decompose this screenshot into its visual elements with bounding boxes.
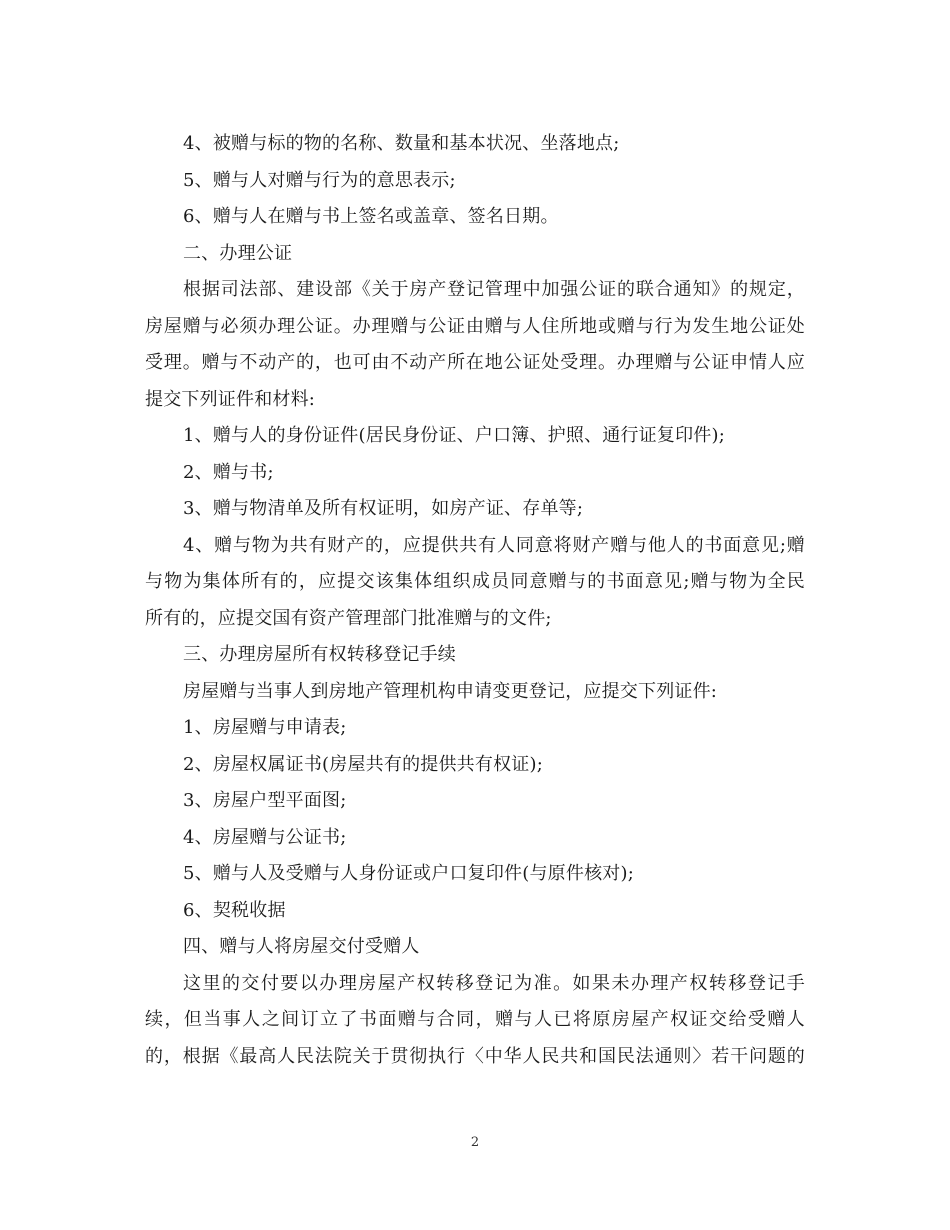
text-line: 5、赠与人及受赠与人身份证或户口复印件(与原件核对); (183, 863, 634, 884)
text-line: 6、赠与人在赠与书上签名或盖章、签名日期。 (183, 206, 559, 227)
text-line: 6、契税收据 (183, 899, 286, 921)
document-body (145, 126, 805, 1075)
text-line: 根据司法部、建设部《关于房产登记管理中加强公证的联合通知》的规定， (183, 279, 805, 300)
text-line: 3、房屋户型平面图; (183, 790, 347, 811)
text-line: 与物为集体所有的，应提交该集体组织成员同意赠与的书面意见;赠与物为全民 (145, 571, 805, 592)
text-line: 5、赠与人对赠与行为的意思表示; (183, 169, 456, 191)
text-line: 4、赠与物为共有财产的，应提供共有人同意将财产赠与他人的书面意见;赠 (183, 534, 805, 556)
text-line: 受理。赠与不动产的，也可由不动产所在地公证处受理。办理赠与公证申情人应 (145, 352, 805, 373)
section-heading: 三、办理房屋所有权转移登记手续 (183, 644, 456, 665)
text-line: 提交下列证件和材料: (145, 388, 316, 410)
text-line: 4、房屋赠与公证书; (183, 826, 347, 848)
section-heading: 二、办理公证 (183, 242, 293, 264)
text-line: 房屋赠与必须办理公证。办理赠与公证由赠与人住所地或赠与行为发生地公证处 (145, 315, 805, 337)
text-line: 1、赠与人的身份证件(居民身份证、户口簿、护照、通行证复印件); (183, 425, 725, 446)
section-heading: 四、赠与人将房屋交付受赠人 (183, 936, 420, 957)
page-number: 2 (470, 1135, 480, 1150)
text-line: 房屋赠与当事人到房地产管理机构申请变更登记，应提交下列证件: (183, 680, 718, 702)
text-line: 1、房屋赠与申请表; (183, 717, 347, 738)
text-line: 2、房屋权属证书(房屋共有的提供共有权证); (183, 753, 543, 775)
text-line: 续，但当事人之间订立了书面赠与合同，赠与人已将原房屋产权证交给受赠人 (145, 1009, 805, 1030)
text-line: 4、被赠与标的物的名称、数量和基本状况、坐落地点; (183, 133, 620, 154)
text-line: 2、赠与书; (183, 461, 274, 483)
text-line: 这里的交付要以办理房屋产权转移登记为准。如果未办理产权转移登记手 (183, 972, 805, 994)
text-line: 的，根据《最高人民法院关于贯彻执行〈中华人民共和国民法通则〉若干问题的 (145, 1045, 805, 1067)
text-line: 3、赠与物清单及所有权证明，如房产证、存单等; (183, 498, 584, 519)
text-line: 所有的，应提交国有资产管理部门批准赠与的文件; (145, 607, 552, 629)
